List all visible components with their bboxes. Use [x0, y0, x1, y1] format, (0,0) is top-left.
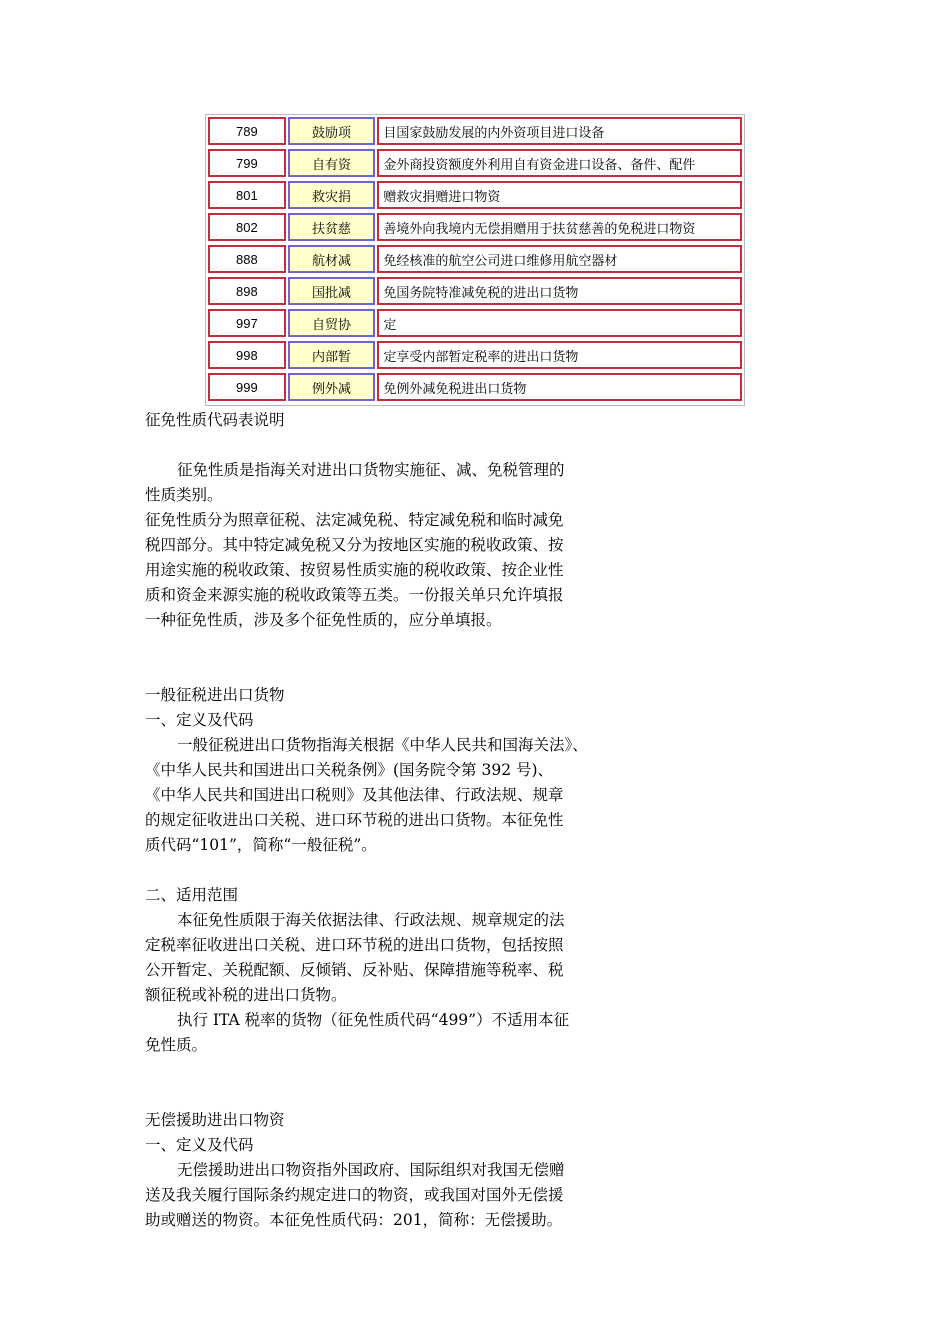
paragraph-line: 免性质。: [145, 1036, 208, 1054]
paragraph-line: 《中华人民共和国进出口关税条例》(国务院令第 392 号)、: [145, 761, 554, 779]
section1-scope-paragraph: [145, 908, 615, 1008]
paragraph-line: 征免性质是指海关对进出口货物实施征、减、免税管理的: [177, 461, 565, 479]
desc-cell: 免例外减免税进出口货物: [377, 373, 742, 401]
desc-cell: 金外商投资额度外利用自有资金进口设备、备件、配件: [377, 149, 742, 177]
table-row: [208, 149, 742, 177]
paragraph-line: 无偿援助进出口物资指外国政府、国际组织对我国无偿赠: [177, 1161, 565, 1179]
paragraph-line: 性质类别。: [145, 486, 223, 504]
code-cell: 999: [208, 373, 286, 401]
code-table: [205, 114, 745, 406]
abbr-cell: 扶贫慈: [288, 213, 376, 241]
desc-cell: 善境外向我境内无偿捐赠用于扶贫慈善的免税进口物资: [377, 213, 742, 241]
intro-paragraph: [145, 458, 615, 633]
abbr-cell: 例外减: [288, 373, 376, 401]
abbr-cell: 自贸协: [288, 309, 376, 337]
abbr-cell: 救灾捐: [288, 181, 376, 209]
code-cell: 799: [208, 149, 286, 177]
code-cell: 789: [208, 117, 286, 145]
table-row: [208, 181, 742, 209]
paragraph-line: 税四部分。其中特定减免税又分为按地区实施的税收政策、按: [145, 536, 564, 554]
table-row: [208, 373, 742, 401]
code-cell: 998: [208, 341, 286, 369]
paragraph-line: 额征税或补税的进出口货物。: [145, 986, 347, 1004]
paragraph-line: 用途实施的税收政策、按贸易性质实施的税收政策、按企业性: [145, 561, 564, 579]
paragraph-line: 本征免性质限于海关依据法律、行政法规、规章规定的法: [177, 911, 565, 929]
section1-ita-paragraph: [145, 1008, 615, 1058]
abbr-cell: 鼓励项: [288, 117, 376, 145]
table-row: [208, 117, 742, 145]
abbr-cell: 国批减: [288, 277, 376, 305]
section2-definition-paragraph: [145, 1158, 615, 1233]
paragraph-line: 一般征税进出口货物指海关根据《中华人民共和国海关法》、: [177, 736, 588, 754]
paragraph-line: 定税率征收进出口关税、进口环节税的进出口货物，包括按照: [145, 936, 564, 954]
abbr-cell: 自有资: [288, 149, 376, 177]
code-cell: 801: [208, 181, 286, 209]
desc-cell: 免经核准的航空公司进口维修用航空器材: [377, 245, 742, 273]
section1-definition-paragraph: [145, 733, 615, 858]
section2-title: 无偿援助进出口物资: [145, 1111, 285, 1129]
document-body: [145, 408, 615, 1233]
paragraph-line: 征免性质分为照章征税、法定减免税、特定减免税和临时减免: [145, 511, 564, 529]
desc-cell: 定: [377, 309, 742, 337]
code-cell: 888: [208, 245, 286, 273]
section1-subtitle-scope: 二、适用范围: [145, 886, 239, 904]
section1-title: 一般征税进出口货物: [145, 686, 285, 704]
paragraph-line: 质和资金来源实施的税收政策等五类。一份报关单只允许填报: [145, 586, 564, 604]
paragraph-line: 一种征免性质，涉及多个征免性质的，应分单填报。: [145, 611, 502, 629]
table-row: [208, 213, 742, 241]
table-row: [208, 341, 742, 369]
abbr-cell: 航材减: [288, 245, 376, 273]
paragraph-line: 质代码“101”，简称“一般征税”。: [145, 836, 377, 854]
paragraph-line: 送及我关履行国际条约规定进口的物资，或我国对国外无偿援: [145, 1186, 564, 1204]
section2-subtitle-definition: 一、定义及代码: [145, 1136, 254, 1154]
code-cell: 898: [208, 277, 286, 305]
section1-subtitle-definition: 一、定义及代码: [145, 711, 254, 729]
code-cell: 997: [208, 309, 286, 337]
desc-cell: 定享受内部暂定税率的进出口货物: [377, 341, 742, 369]
table-row: [208, 277, 742, 305]
paragraph-line: 《中华人民共和国进出口税则》及其他法律、行政法规、规章: [145, 786, 564, 804]
paragraph-line: 助或赠送的物资。本征免性质代码：201，简称：无偿援助。: [145, 1211, 563, 1229]
desc-cell: 免国务院特准减免税的进出口货物: [377, 277, 742, 305]
desc-cell: 赠救灾捐赠进口物资: [377, 181, 742, 209]
table-row: [208, 309, 742, 337]
paragraph-line: 的规定征收进出口关税、进口环节税的进出口货物。本征免性: [145, 811, 564, 829]
paragraph-line: 执行 ITA 税率的货物（征免性质代码“499”）不适用本征: [177, 1011, 570, 1029]
doc-title: 征免性质代码表说明: [145, 411, 285, 429]
paragraph-line: 公开暂定、关税配额、反倾销、反补贴、保障措施等税率、税: [145, 961, 564, 979]
code-cell: 802: [208, 213, 286, 241]
desc-cell: 目国家鼓励发展的内外资项目进口设备: [377, 117, 742, 145]
table-row: [208, 245, 742, 273]
abbr-cell: 内部暂: [288, 341, 376, 369]
